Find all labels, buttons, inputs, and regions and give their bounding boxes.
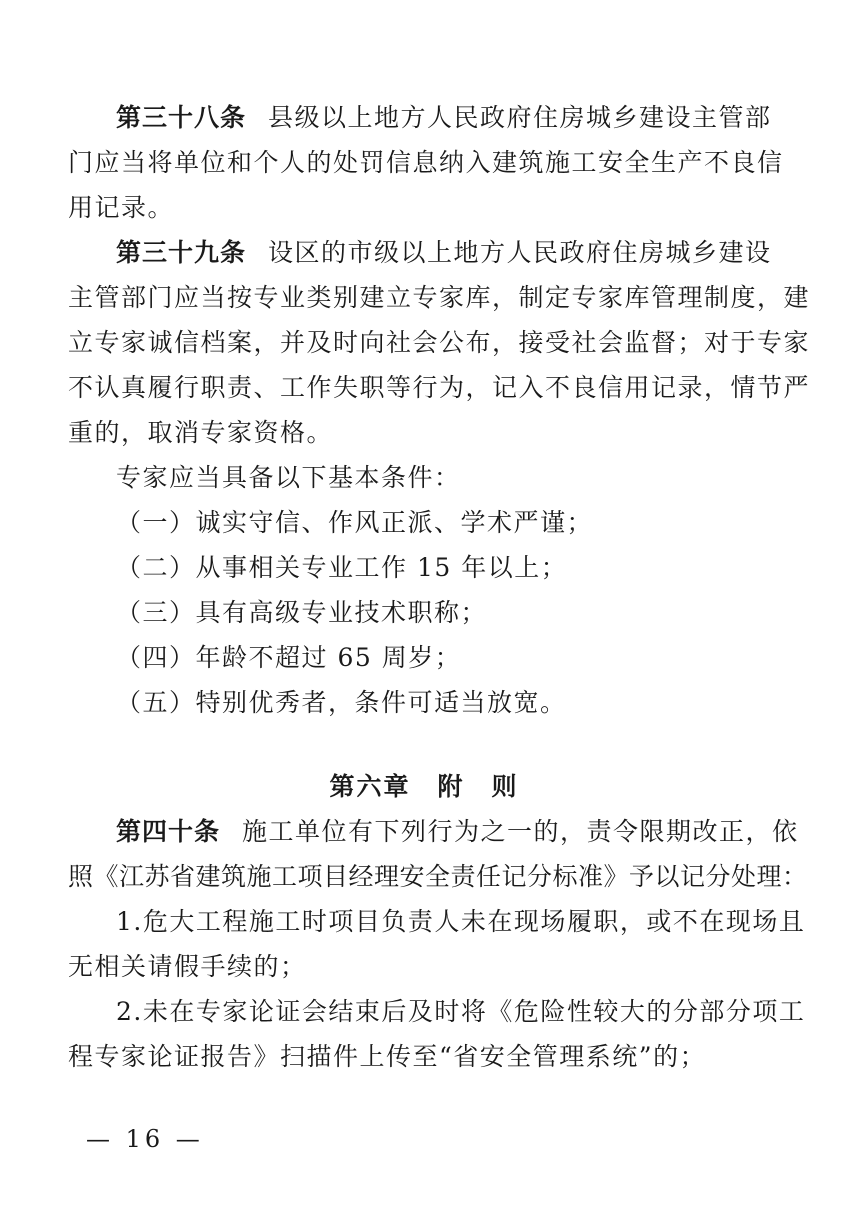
art40-text-1: 施工单位有下列行为之一的，责令限期改正，依: [242, 817, 799, 846]
condition-item-2: （二）从事相关专业工作 15 年以上；: [116, 553, 568, 582]
art40-line-2: 照《江苏省建筑施工项目经理安全责任记分标准》予以记分处理：: [68, 862, 808, 891]
art39-text-1: 设区的市级以上地方人民政府住房城乡建设: [268, 238, 772, 267]
article-40-label: 第四十条: [116, 817, 221, 846]
condition-item-1: （一）诚实守信、作风正派、学术严谨；: [116, 508, 594, 537]
article-39-label: 第三十九条: [116, 238, 247, 267]
article-38-label: 第三十八条: [116, 103, 247, 132]
art39-line-2: 主管部门应当按专业类别建立专家库，制定专家库管理制度，建: [68, 283, 811, 312]
art40-item-2-line-2: 程专家论证报告》扫描件上传至“省安全管理系统”的；: [68, 1042, 707, 1071]
expert-conditions-intro: 专家应当具备以下基本条件：: [116, 463, 461, 492]
art40-item-1-line-2: 无相关请假手续的；: [68, 952, 307, 981]
art38-line-1: [116, 103, 772, 133]
art40-line-1: [116, 817, 799, 847]
art38-line-3: 用记录。: [68, 193, 175, 222]
condition-item-4: （四）年龄不超过 65 周岁；: [116, 643, 462, 672]
chapter-6-title: 第六章 附 则: [329, 772, 519, 801]
page-number: — 16 —: [86, 1125, 204, 1153]
art40-item-1-line-1: 1.危大工程施工时项目负责人未在现场履职，或不在现场且: [116, 907, 806, 936]
art39-line-4: 不认真履行职责、工作失职等行为，记入不良信用记录，情节严: [68, 373, 811, 402]
art38-line-2: 门应当将单位和个人的处罚信息纳入建筑施工安全生产不良信: [68, 148, 784, 177]
art39-line-1: [116, 238, 772, 268]
art40-item-2-line-1: 2.未在专家论证会结束后及时将《危险性较大的分部分项工: [116, 997, 806, 1026]
art39-line-3: 立专家诚信档案，并及时向社会公布，接受社会监督；对于专家: [68, 328, 811, 357]
condition-item-5: （五）特别优秀者，条件可适当放宽。: [116, 688, 567, 717]
art38-text-1: 县级以上地方人民政府住房城乡建设主管部: [268, 103, 772, 132]
art39-line-5: 重的，取消专家资格。: [68, 418, 334, 447]
condition-item-3: （三）具有高级专业技术职称；: [116, 598, 488, 627]
